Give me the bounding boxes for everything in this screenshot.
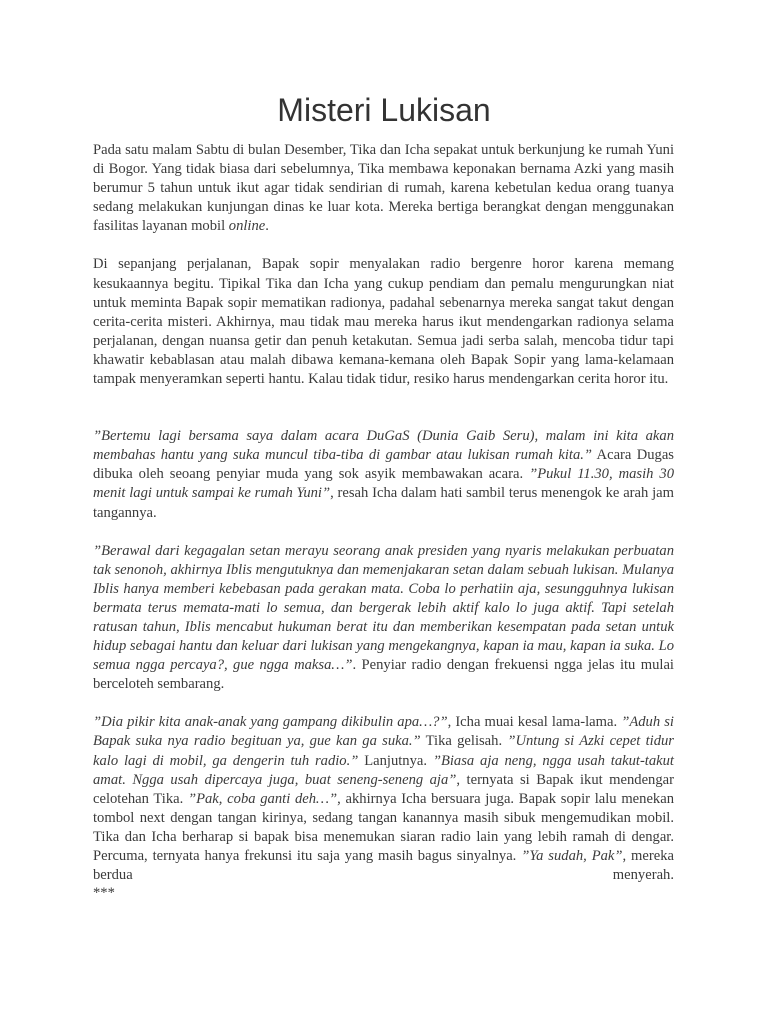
section-separator: *** bbox=[93, 885, 115, 902]
paragraph-1 bbox=[93, 141, 674, 236]
paragraph-1-online: online bbox=[228, 218, 266, 235]
driver-quote: ”Biasa aja neng, ngga usah takut-takut amat. Ngga usah dipercaya juga, buat seneng-seneng aja” bbox=[93, 752, 674, 788]
paragraph-gap bbox=[93, 389, 674, 427]
icha-quote-1: ”Dia pikir kita anak-anak yang gampang dikibulin apa…?” bbox=[93, 714, 448, 731]
paragraph-3 bbox=[93, 427, 674, 522]
paragraph-5-text-3: Lanjutnya. bbox=[358, 752, 433, 769]
paragraph-4 bbox=[93, 542, 674, 695]
tika-quote-1: ”Aduh si Bapak suka nya radio begituan ya, gue kan ga suka.” bbox=[93, 714, 674, 750]
paragraph-1-end: . bbox=[265, 218, 269, 235]
paragraph-2: Di sepanjang perjalanan, Bapak sopir menyalakan radio bergenre horor karena memang kesukaannya begitu. Tipikal Tika dan Icha yang cukup pendiam dan pemalu mengurungkan niat untuk meminta Bapak sopir mematikan radionya, padahal sebenarnya mereka sangat takut dengan cerita-cerita misteri. Akhirnya, mau tidak mau mereka harus ikut mendengarkan radionya selama perjalanan, dengan nuansa getir dan penuh ketakutan. Semua jadi serba salah, mencoba tidur tapi khawatir kebablasan atau malah dibawa kemana-kemana oleh Bapak Sopir yang lama-kelamaan tampak menyeramkan seperti hantu. Kalau tidak tidur, resiko harus mendengarkan cerita horor itu. bbox=[93, 256, 674, 388]
paragraph-gap bbox=[93, 236, 674, 255]
paragraph-3-text-2: , resah Icha dalam hati sambil terus menengok ke arah jam tangannya. bbox=[93, 485, 674, 521]
story-body bbox=[93, 141, 674, 901]
icha-quote-2: ”Pak, coba ganti deh…” bbox=[187, 790, 338, 807]
paragraph-5-text-5: , akhirnya Icha bersuara juga. Bapak sopir lalu menekan tombol next dengan tangan kirinya, sedang tangan kanannya masih sibuk mengemudikan mobil. Tika dan Icha berharap si bapak bisa menemukan siaran radio lain yang lebih ramah di dengar. Percuma, ternyata hanya frekunsi itu saja yang masih bagus sinyalnya. bbox=[93, 790, 675, 864]
paragraph-3-text-1: Acara Dugas dibuka oleh seoang penyiar muda yang sok asyik membawakan acara. bbox=[93, 447, 674, 483]
paragraph-gap bbox=[93, 523, 674, 542]
document-title: Misteri Lukisan bbox=[277, 92, 491, 128]
paragraph-1-text: Pada satu malam Sabtu di bulan Desember, Tika dan Icha sepakat untuk berkunjung ke rumah Yuni di Bogor. Yang tidak biasa dari sebelumnya, Tika membawa keponakan bernama Azki yang masih berumur 5 tahun untuk ikut agar tidak sendirian di rumah, karena kebetulan kedua orang tuanya sedang melakukan kunjungan dinas ke luar kota. Mereka bertiga berangkat dengan menggunakan fasilitas layanan mobil bbox=[93, 142, 674, 235]
tika-quote-2: ”Untung si Azki cepet tidur kalo lagi di mobil, ga dengerin tuh radio.” bbox=[93, 733, 674, 769]
paragraph-5-text-1: , Icha muai kesal lama-lama. bbox=[447, 714, 622, 731]
paragraph-gap bbox=[93, 694, 674, 713]
paragraph-5-text-4: , ternyata si Bapak ikut mendengar celotehan Tika. bbox=[93, 771, 674, 807]
icha-thought-quote: ”Pukul 11.30, masih 30 menit lagi untuk sampai ke rumah Yuni” bbox=[93, 466, 674, 502]
surrender-quote: ”Ya sudah, Pak” bbox=[521, 848, 623, 864]
paragraph-5 bbox=[93, 713, 674, 885]
paragraph-5-text-2: Tika gelisah. bbox=[420, 733, 508, 750]
radio-quote-1: ”Bertemu lagi bersama saya dalam acara DuGaS (Dunia Gaib Seru), malam ini kita akan membahas hantu yang suka muncul tiba-tiba di gambar atau lukisan rumah kita.” bbox=[93, 428, 674, 464]
paragraph-4-text: . Penyiar radio dengan frekuensi ngga jelas itu mulai berceloteh sembarang. bbox=[93, 657, 674, 693]
paragraph-5-text-6: , mereka berdua menyerah. bbox=[93, 848, 674, 884]
radio-quote-2: ”Berawal dari kegagalan setan merayu seorang anak presiden yang nyaris melakukan perbuatan tak senonoh, akhirnya Iblis mengutuknya dan memenjakaran setan dalam sebuah lukisan. Mulanya Iblis hanya memberi kebebasan pada gerakan mata. Coba lo perhatiin aja, sesungguhnya lukisan bermata terus memata-mati lo semua, dan bergerak lebih aktif kalo lo juga aktif. Tapi setelah ratusan tahun, Iblis mencabut hukuman berat itu dan memberikan kesempatan pada setan untuk hidup sebagai hantu dan keluar dari lukisan yang mengekangnya, kapan ia mau, kapan ia suka. Lo semua ngga percaya?, gue ngga maksa…” bbox=[93, 542, 674, 674]
